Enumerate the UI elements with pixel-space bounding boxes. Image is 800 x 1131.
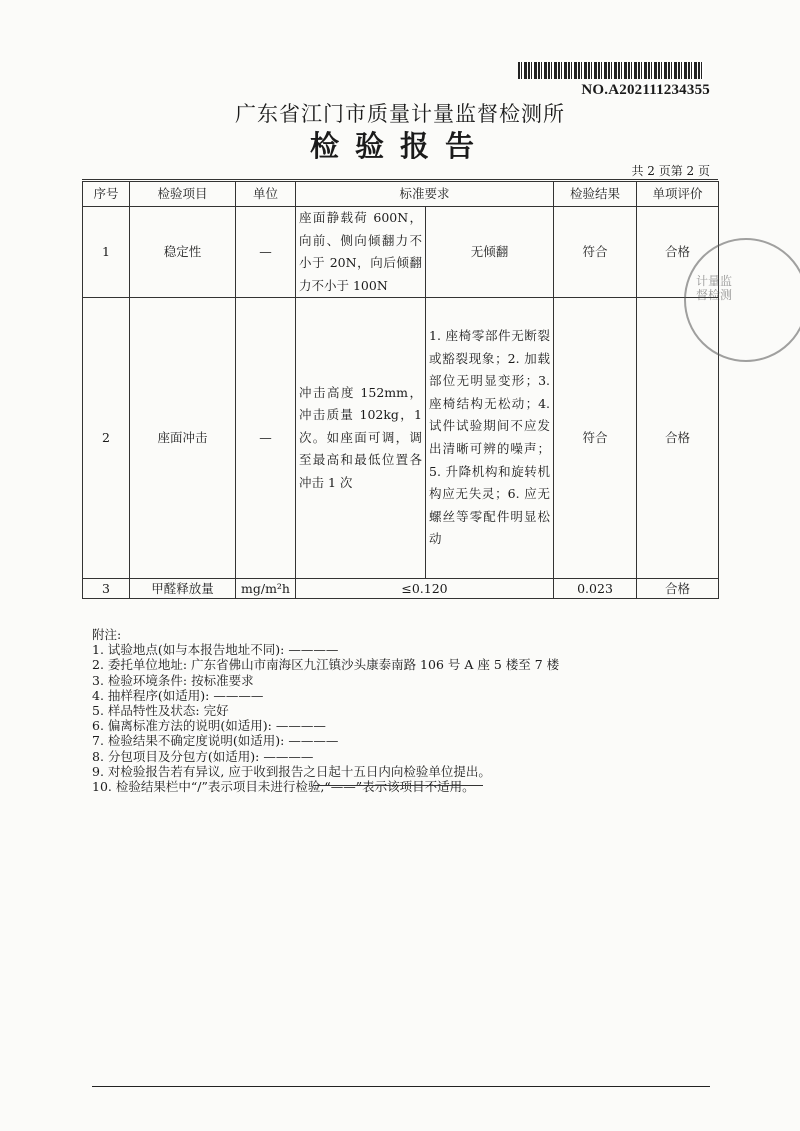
seal-text: 计量监督检测 [696, 274, 733, 302]
table-row [83, 579, 719, 599]
row-unit: — [236, 298, 296, 579]
header-no: 序号 [83, 182, 130, 207]
header-eval: 单项评价 [637, 182, 719, 207]
note-item: 9. 对检验报告若有异议, 应于收到报告之日起十五日内向检验单位提出。 [92, 763, 491, 779]
row-unit: — [236, 207, 296, 298]
table-row [83, 298, 719, 579]
row-no: 1 [83, 207, 130, 298]
header-item: 检验项目 [130, 182, 236, 207]
row-unit: mg/m²h [236, 579, 296, 599]
page-indicator: 共 2 页第 2 页 [631, 164, 710, 178]
row-std: ≤0.120 [296, 579, 554, 599]
notes-underline [313, 785, 483, 786]
table-header [83, 182, 719, 207]
note-item: 7. 检验结果不确定度说明(如适用): ———— [92, 733, 339, 749]
row-no: 3 [83, 579, 130, 599]
row-item: 座面冲击 [130, 298, 236, 579]
row-eval: 合格 [637, 207, 719, 298]
row-result: 0.023 [554, 579, 637, 599]
inspection-table [82, 181, 719, 599]
table-row [83, 207, 719, 298]
note-item: 5. 样品特性及状态: 完好 [92, 703, 229, 719]
report-number: NO.A202111234355 [581, 82, 710, 98]
row-item: 稳定性 [130, 207, 236, 298]
top-rule [82, 179, 718, 180]
note-item: 3. 检验环境条件: 按标准要求 [92, 672, 254, 688]
institute-name: 广东省江门市质量计量监督检测所 [235, 102, 565, 126]
note-item: 1. 试验地点(如与本报告地址不同): ———— [92, 642, 339, 658]
row-result: 符合 [554, 298, 637, 579]
row-eval: 合格 [637, 579, 719, 599]
note-item: 8. 分包项目及分包方(如适用): ———— [92, 748, 314, 764]
official-seal [684, 238, 800, 362]
row-eval: 合格 [637, 298, 719, 579]
row-no: 2 [83, 298, 130, 579]
bottom-rule [92, 1086, 710, 1087]
note-item: 6. 偏离标准方法的说明(如适用): ———— [92, 718, 326, 734]
note-item: 10. 检验结果栏中“/”表示项目未进行检验,“——”表示该项目不适用。 [92, 779, 475, 795]
row-item: 甲醛释放量 [130, 579, 236, 599]
header-unit: 单位 [236, 182, 296, 207]
header-result: 检验结果 [554, 182, 637, 207]
row-std-condition: 座面静载荷 600N，向前、侧向倾翻力不小于 20N，向后倾翻力不小于 100N [296, 207, 426, 298]
header-standard: 标准要求 [296, 182, 554, 207]
barcode [518, 62, 704, 79]
row-std-condition: 冲击高度 152mm，冲击质量 102kg，1次。如座面可调，调至最高和最低位置各冲击 1 次 [296, 298, 426, 579]
notes-section [92, 627, 712, 794]
note-item: 4. 抽样程序(如适用): ———— [92, 687, 264, 703]
note-item: 2. 委托单位地址: 广东省佛山市南海区九江镇沙头康泰南路 106 号 A 座 5 楼至 7 楼 [92, 657, 560, 673]
row-std-requirement: 无倾翻 [426, 207, 554, 298]
row-result: 符合 [554, 207, 637, 298]
row-std-requirement: 1. 座椅零部件无断裂或豁裂现象；2. 加载部位无明显变形；3. 座椅结构无松动；4. 试件试验期间不应发出清晰可辨的噪声；5. 升降机构和旋转机构应无失灵；6. 应无螺丝等零配件明显松动 [426, 298, 554, 579]
notes-heading: 附注: [92, 627, 122, 642]
document-title: 检验报告 [309, 129, 490, 163]
